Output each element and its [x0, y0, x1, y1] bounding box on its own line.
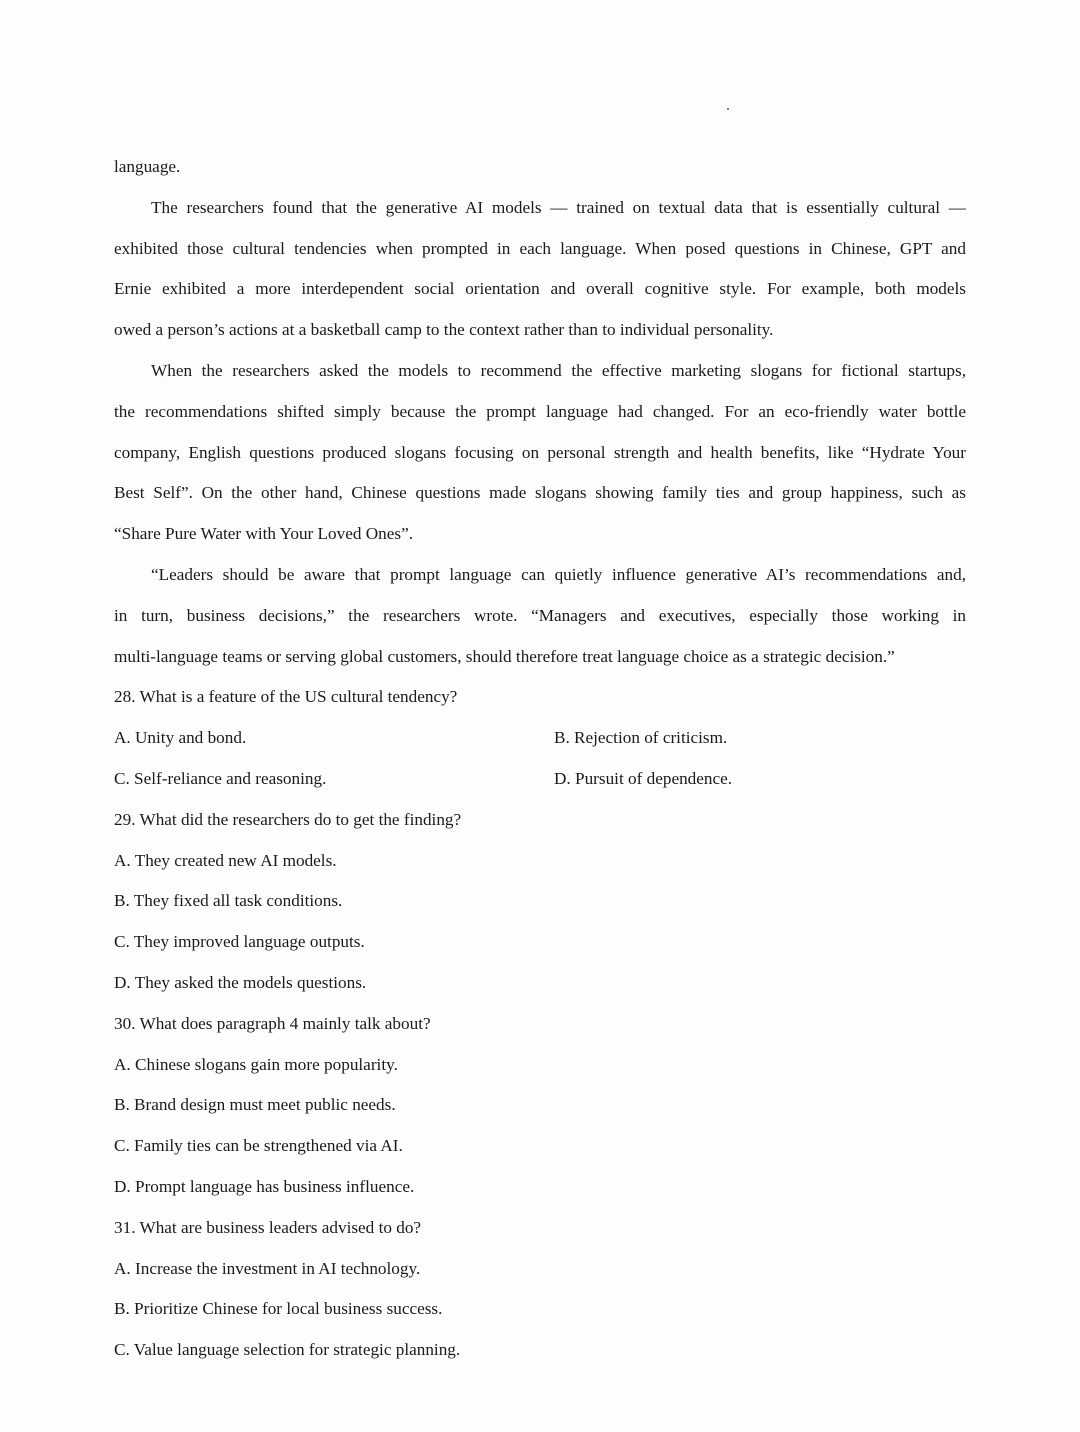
- passage: [114, 147, 966, 677]
- option-b: B. Prioritize Chinese for local business success.: [114, 1299, 443, 1319]
- passage-line: multi-language teams or serving global customers, should therefore treat language choice as a strategic decision.”: [114, 646, 895, 666]
- option-c: C. Self-reliance and reasoning.: [114, 768, 327, 788]
- page-content: [114, 147, 966, 1371]
- option-c: C. Family ties can be strengthened via AI.: [114, 1136, 403, 1156]
- passage-line: The researchers found that the generative AI models — trained on textual data that is essentially cultural —: [151, 197, 966, 217]
- option-row: [114, 718, 966, 759]
- passage-line: owed a person’s actions at a basketball camp to the context rather than to individual personality.: [114, 320, 774, 340]
- passage-line: Ernie exhibited a more interdependent social orientation and overall cognitive style. For example, both models: [114, 279, 966, 299]
- question-29: [114, 800, 966, 1004]
- option-b: B. They fixed all task conditions.: [114, 891, 343, 911]
- passage-line: language.: [114, 157, 181, 176]
- option-a: A. Chinese slogans gain more popularity.: [114, 1054, 398, 1074]
- option-d: D. Prompt language has business influence.: [114, 1176, 415, 1196]
- passage-line: Best Self”. On the other hand, Chinese questions made slogans showing family ties and group happiness, such as: [114, 483, 966, 503]
- option-c: C. Value language selection for strategic planning.: [114, 1340, 461, 1360]
- option-b: B. Brand design must meet public needs.: [114, 1095, 396, 1115]
- option-a: A. Unity and bond.: [114, 728, 247, 748]
- passage-line: in turn, business decisions,” the researchers wrote. “Managers and executives, especially those working in: [114, 605, 966, 625]
- scan-speck: [727, 108, 729, 110]
- question-31: [114, 1208, 966, 1371]
- option-d: D. They asked the models questions.: [114, 972, 367, 992]
- passage-line: When the researchers asked the models to recommend the effective marketing slogans for fictional startups,: [151, 360, 966, 380]
- passage-line: “Share Pure Water with Your Loved Ones”.: [114, 524, 414, 544]
- question-stem: 29. What did the researchers do to get the finding?: [114, 809, 462, 829]
- question-stem: 28. What is a feature of the US cultural tendency?: [114, 687, 458, 707]
- passage-line: the recommendations shifted simply because the prompt language had changed. For an eco-friendly water bottle: [114, 401, 966, 421]
- question-stem: 31. What are business leaders advised to do?: [114, 1217, 422, 1237]
- option-a: A. Increase the investment in AI technology.: [114, 1258, 421, 1278]
- option-a: A. They created new AI models.: [114, 850, 337, 870]
- question-30: [114, 1004, 966, 1208]
- option-b: B. Rejection of criticism.: [554, 728, 728, 748]
- passage-line: “Leaders should be aware that prompt language can quietly influence generative AI’s recommendations and,: [151, 564, 966, 584]
- question-28: [114, 677, 966, 799]
- passage-line: exhibited those cultural tendencies when prompted in each language. When posed questions in Chinese, GPT and: [114, 238, 966, 258]
- option-d: D. Pursuit of dependence.: [554, 768, 733, 788]
- option-c: C. They improved language outputs.: [114, 932, 365, 952]
- option-row: [114, 759, 966, 800]
- passage-line: company, English questions produced slogans focusing on personal strength and health benefits, like “Hydrate Your: [114, 442, 966, 462]
- question-stem: 30. What does paragraph 4 mainly talk about?: [114, 1013, 431, 1033]
